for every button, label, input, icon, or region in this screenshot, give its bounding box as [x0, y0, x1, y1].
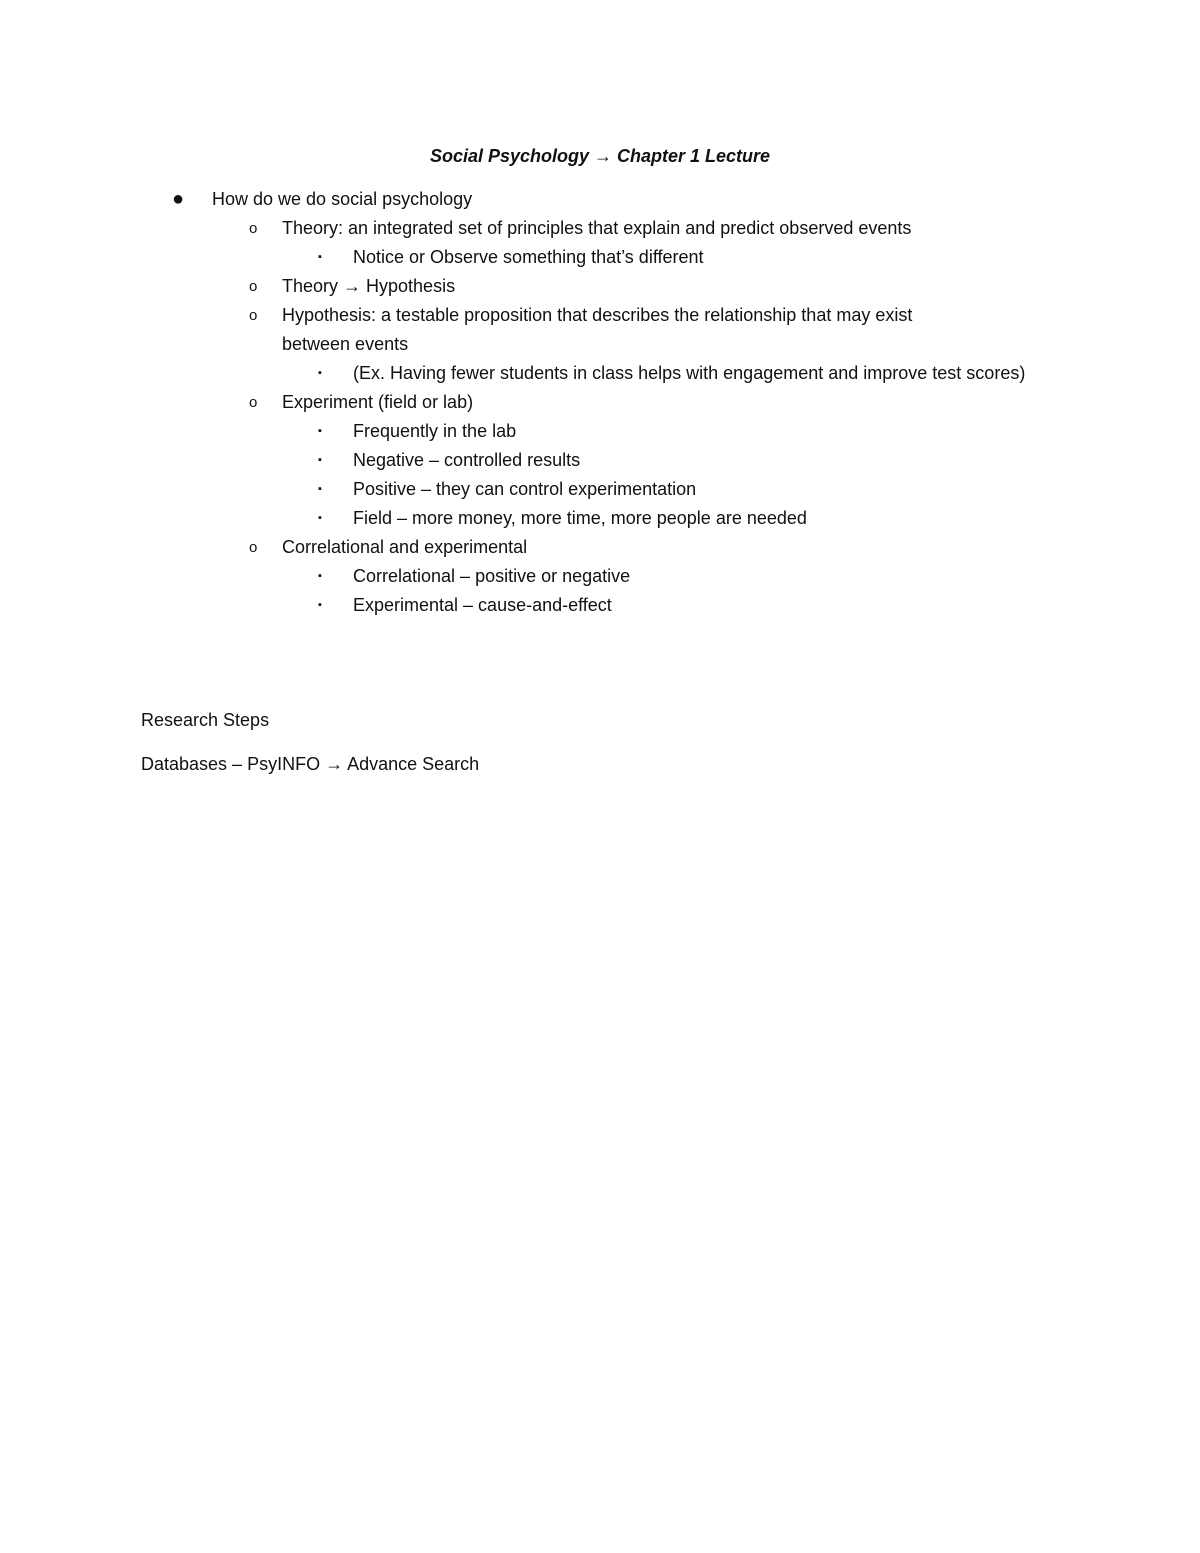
- outline-text: Positive – they can control experimentation: [353, 479, 697, 499]
- outline-text: (Ex. Having fewer students in class helps with engagement and improve test scores): [353, 363, 1026, 383]
- circle-marker: o: [249, 220, 258, 237]
- outline-text: Frequently in the lab: [353, 421, 517, 441]
- outline-text: Negative – controlled results: [353, 450, 581, 470]
- outline-text: Correlational – positive or negative: [353, 566, 631, 586]
- square-marker: ▪: [318, 251, 322, 263]
- outline-item-level3: [0, 475, 1200, 504]
- outline-text: Experiment (field or lab): [282, 392, 474, 412]
- outline-item-level2: [0, 533, 1200, 562]
- outline-item-level1: [0, 185, 1200, 214]
- outline-text: Theory: an integrated set of principles that explain and predict observed events: [282, 218, 912, 238]
- outline-item-level3: [0, 446, 1200, 475]
- square-marker: ▪: [318, 367, 322, 379]
- outline-text: Experimental – cause-and-effect: [353, 595, 612, 615]
- outline-text: Field – more money, more time, more people are needed: [353, 508, 807, 528]
- outline-item-level2: [0, 388, 1200, 417]
- square-marker: ▪: [318, 454, 322, 466]
- circle-marker: o: [249, 539, 258, 556]
- circle-marker: o: [249, 307, 258, 324]
- square-marker: ▪: [318, 570, 322, 582]
- circle-marker: o: [249, 394, 258, 411]
- outline-text: Notice or Observe something that’s different: [353, 247, 704, 267]
- square-marker: ▪: [318, 599, 322, 611]
- outline-text: How do we do social psychology: [212, 189, 473, 209]
- outline-item-level3: [0, 591, 1200, 620]
- outline-item-level3: [0, 562, 1200, 591]
- bullet-marker: ●: [172, 188, 185, 210]
- outline-text: Correlational and experimental: [282, 537, 528, 557]
- databases-line: Databases – PsyINFO → Advance Search: [141, 754, 480, 774]
- outline-item-level2: [0, 272, 1200, 301]
- square-marker: ▪: [318, 425, 322, 437]
- research-steps-heading: Research Steps: [141, 710, 270, 730]
- square-marker: ▪: [318, 483, 322, 495]
- circle-marker: o: [249, 278, 258, 295]
- outline-text: Theory → Hypothesis: [282, 276, 456, 296]
- outline-item-level3: [0, 504, 1200, 533]
- document-title: Social Psychology → Chapter 1 Lecture: [429, 146, 771, 166]
- outline-item-level2: [0, 214, 1200, 243]
- outline-item-level3: [0, 243, 1200, 272]
- outline-item-level3: [0, 359, 1200, 388]
- outline-item-level3: [0, 417, 1200, 446]
- square-marker: ▪: [318, 512, 322, 524]
- lecture-outline: [0, 185, 1200, 620]
- outline-item-level2: [0, 301, 1200, 359]
- outline-text: Hypothesis: a testable proposition that describes the relationship that may exist between events: [282, 305, 913, 354]
